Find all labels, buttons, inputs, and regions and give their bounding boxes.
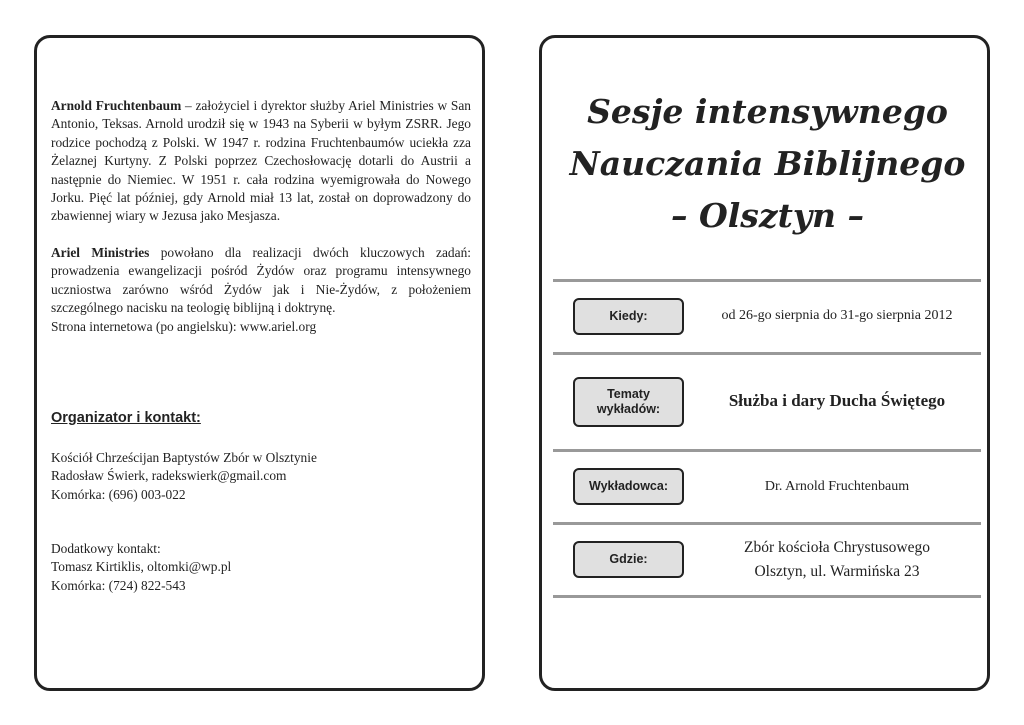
ariel-text: powołano dla realizacji dwóch kluczowych zadań: prowadzenia ewangelizacji pośród Żydów oraz programu intensywnego uczniostwa zarówno wśród Żydów jak i Nie-Żydów, z położeniem szczególnego nacisku na teologię biblijną i doktrynę. xyxy=(51,245,471,316)
organizer-person: Radosław Świerk, radekswierk@gmail.com xyxy=(51,468,287,484)
title-line-3: – Olsztyn – xyxy=(671,196,864,235)
divider xyxy=(553,352,981,355)
topics-value: Służba i dary Ducha Świętego xyxy=(728,391,946,410)
left-panel xyxy=(34,35,485,691)
right-panel xyxy=(539,35,990,691)
when-label: Kiedy: xyxy=(573,298,684,335)
divider xyxy=(553,279,981,282)
when-value: od 26-go sierpnia do 31-go sierpnia 2012 xyxy=(721,308,953,323)
extra-person: Tomasz Kirtiklis, oltomki@wp.pl xyxy=(51,559,232,575)
bio-text: – założyciel i dyrektor służby Ariel Ministries w San Antonio, Teksas. Arnold urodził się w 1943 na Syberii w byłym ZSRR. Jego rodzice pochodzą z Polski. W 1947 r. rodzina Fruchtenbaumów uciekła zza Żelaznej Kurtyny. Z Polski poprzez Czechosłowację dotarli do Austrii a następnie do Niemiec. W 1951 r. cała rodzina wyemigrowała do Nowego Jorku. Pięć lat później, gdy Arnold miał 13 lat, został on doprowadzony do zbawiennej wiary w Jezusa jako Mesjasza. xyxy=(51,98,471,224)
ariel-name: Ariel Ministries xyxy=(51,245,150,260)
title-line-2: Nauczania Biblijnego xyxy=(569,144,966,183)
where-label: Gdzie: xyxy=(573,541,684,578)
lecturer-value: Dr. Arnold Fruchtenbaum xyxy=(764,479,910,494)
organizer-contact xyxy=(51,449,317,504)
divider xyxy=(553,595,981,598)
ariel-paragraph xyxy=(51,244,471,336)
title-line-1: Sesje intensywnego xyxy=(587,92,948,131)
organizer-heading: Organizator i kontakt: xyxy=(51,410,201,426)
lecturer-label: Wykładowca: xyxy=(573,468,684,505)
topics-label: Tematy wykładów: xyxy=(573,377,684,427)
divider xyxy=(553,449,981,452)
extra-contact xyxy=(51,540,231,595)
where-value-line-1: Zbór kościoła Chrystusowego xyxy=(744,539,930,556)
divider xyxy=(553,522,981,525)
bio-paragraph xyxy=(51,97,471,226)
where-value xyxy=(692,536,982,584)
organizer-phone: Komórka: (696) 003-022 xyxy=(51,486,186,502)
bio-name: Arnold Fruchtenbaum xyxy=(51,98,182,113)
ariel-website: Strona internetowa (po angielsku): www.ariel.org xyxy=(51,318,317,334)
organizer-church: Kościół Chrześcijan Baptystów Zbór w Olsztynie xyxy=(51,450,317,465)
where-value-line-2: Olsztyn, ul. Warmińska 23 xyxy=(754,563,920,580)
extra-phone: Komórka: (724) 822-543 xyxy=(51,577,186,593)
extra-heading: Dodatkowy kontakt: xyxy=(51,541,161,556)
event-title xyxy=(542,86,993,242)
